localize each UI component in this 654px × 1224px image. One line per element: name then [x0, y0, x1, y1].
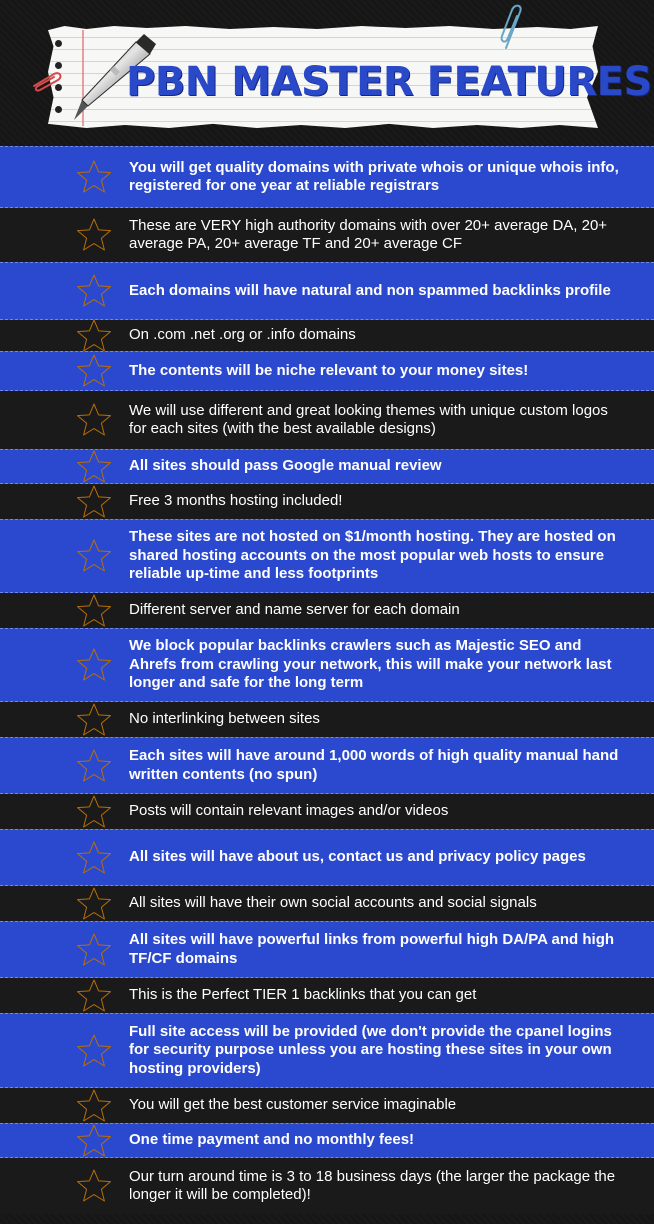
star-icon: [76, 403, 112, 437]
feature-row: [0, 519, 654, 593]
star-icon: [76, 354, 112, 388]
star-icon: [76, 703, 112, 737]
feature-text: Each sites will have around 1,000 words of high quality manual hand written contents (no spun): [129, 747, 619, 783]
feature-row: [0, 921, 654, 978]
feature-list: [0, 146, 654, 1214]
star-icon: [76, 1089, 112, 1123]
feature-row: [0, 262, 654, 320]
feature-row: [0, 484, 654, 519]
star-icon: [76, 979, 112, 1013]
feature-text: We will use different and great looking themes with unique custom logos for each sites (with the best available designs): [129, 401, 608, 437]
star-icon: [76, 1124, 112, 1158]
header-banner: [0, 0, 654, 146]
feature-text: All sites will have powerful links from powerful high DA/PA and high TF/CF domains: [129, 931, 615, 967]
feature-text: All sites will have about us, contact us and privacy policy pages: [129, 848, 586, 866]
star-icon: [76, 450, 112, 484]
feature-row: [0, 978, 654, 1013]
feature-row: [0, 794, 654, 829]
feature-text: No interlinking between sites: [129, 710, 320, 728]
feature-row: [0, 1088, 654, 1123]
feature-text: All sites will have their own social accounts and social signals: [129, 894, 537, 912]
feature-text: You will get the best customer service imaginable: [129, 1096, 457, 1114]
feature-row: [0, 449, 654, 484]
feature-row: [0, 208, 654, 262]
feature-text: These are VERY high authority domains with over 20+ average DA, 20+ average PA, 20+ average TF and 20+ average CF: [129, 216, 608, 252]
star-icon: [76, 841, 112, 875]
star-icon: [76, 274, 112, 308]
paperclip-icon: [30, 70, 64, 94]
feature-row: [0, 1013, 654, 1088]
star-icon: [76, 218, 112, 252]
page-title: PBN MASTER FEATURES: [126, 59, 652, 105]
feature-row: [0, 886, 654, 921]
feature-row: [0, 391, 654, 449]
star-icon: [76, 160, 112, 194]
feature-text: This is the Perfect TIER 1 backlinks that you can get: [129, 986, 477, 1004]
feature-row: [0, 146, 654, 208]
paperclip-icon: [500, 4, 528, 52]
star-icon: [76, 933, 112, 967]
feature-text: Posts will contain relevant images and/or videos: [129, 802, 449, 820]
feature-text: Our turn around time is 3 to 18 business days (the larger the package the longer it will be completed)!: [129, 1167, 616, 1203]
feature-row: [0, 829, 654, 886]
star-icon: [76, 749, 112, 783]
star-icon: [76, 1034, 112, 1068]
star-icon: [76, 594, 112, 628]
feature-text: You will get quality domains with private whois or unique whois info, registered for one year at reliable registrars: [129, 158, 619, 194]
feature-row: [0, 320, 654, 351]
star-icon: [76, 319, 112, 353]
feature-text: One time payment and no monthly fees!: [129, 1131, 415, 1149]
feature-text: These sites are not hosted on $1/month hosting. They are hosted on shared hosting accounts on the most popular web hosts to ensure reliable up-time and less footprints: [129, 528, 616, 583]
feature-text: Different server and name server for each domain: [129, 601, 460, 619]
feature-row: [0, 1158, 654, 1214]
feature-text: On .com .net .org or .info domains: [129, 326, 356, 344]
feature-row: [0, 1123, 654, 1158]
feature-text: Each domains will have natural and non spammed backlinks profile: [129, 281, 611, 299]
star-icon: [76, 648, 112, 682]
star-icon: [76, 795, 112, 829]
feature-row: [0, 628, 654, 702]
feature-text: All sites should pass Google manual review: [129, 457, 442, 475]
feature-row: [0, 593, 654, 628]
star-icon: [76, 485, 112, 519]
feature-row: [0, 737, 654, 794]
feature-row: [0, 351, 654, 391]
star-icon: [76, 887, 112, 921]
feature-row: [0, 702, 654, 737]
feature-text: We block popular backlinks crawlers such as Majestic SEO and Ahrefs from crawling your network, this will make your network last longer and safe for the long term: [129, 637, 612, 692]
feature-text: Free 3 months hosting included!: [129, 492, 343, 510]
star-icon: [76, 539, 112, 573]
feature-text: Full site access will be provided (we don't provide the cpanel logins for security purpose unless you are hosting these sites in your own hosting providers): [129, 1022, 612, 1077]
star-icon: [76, 1169, 112, 1203]
feature-text: The contents will be niche relevant to your money sites!: [129, 361, 529, 379]
